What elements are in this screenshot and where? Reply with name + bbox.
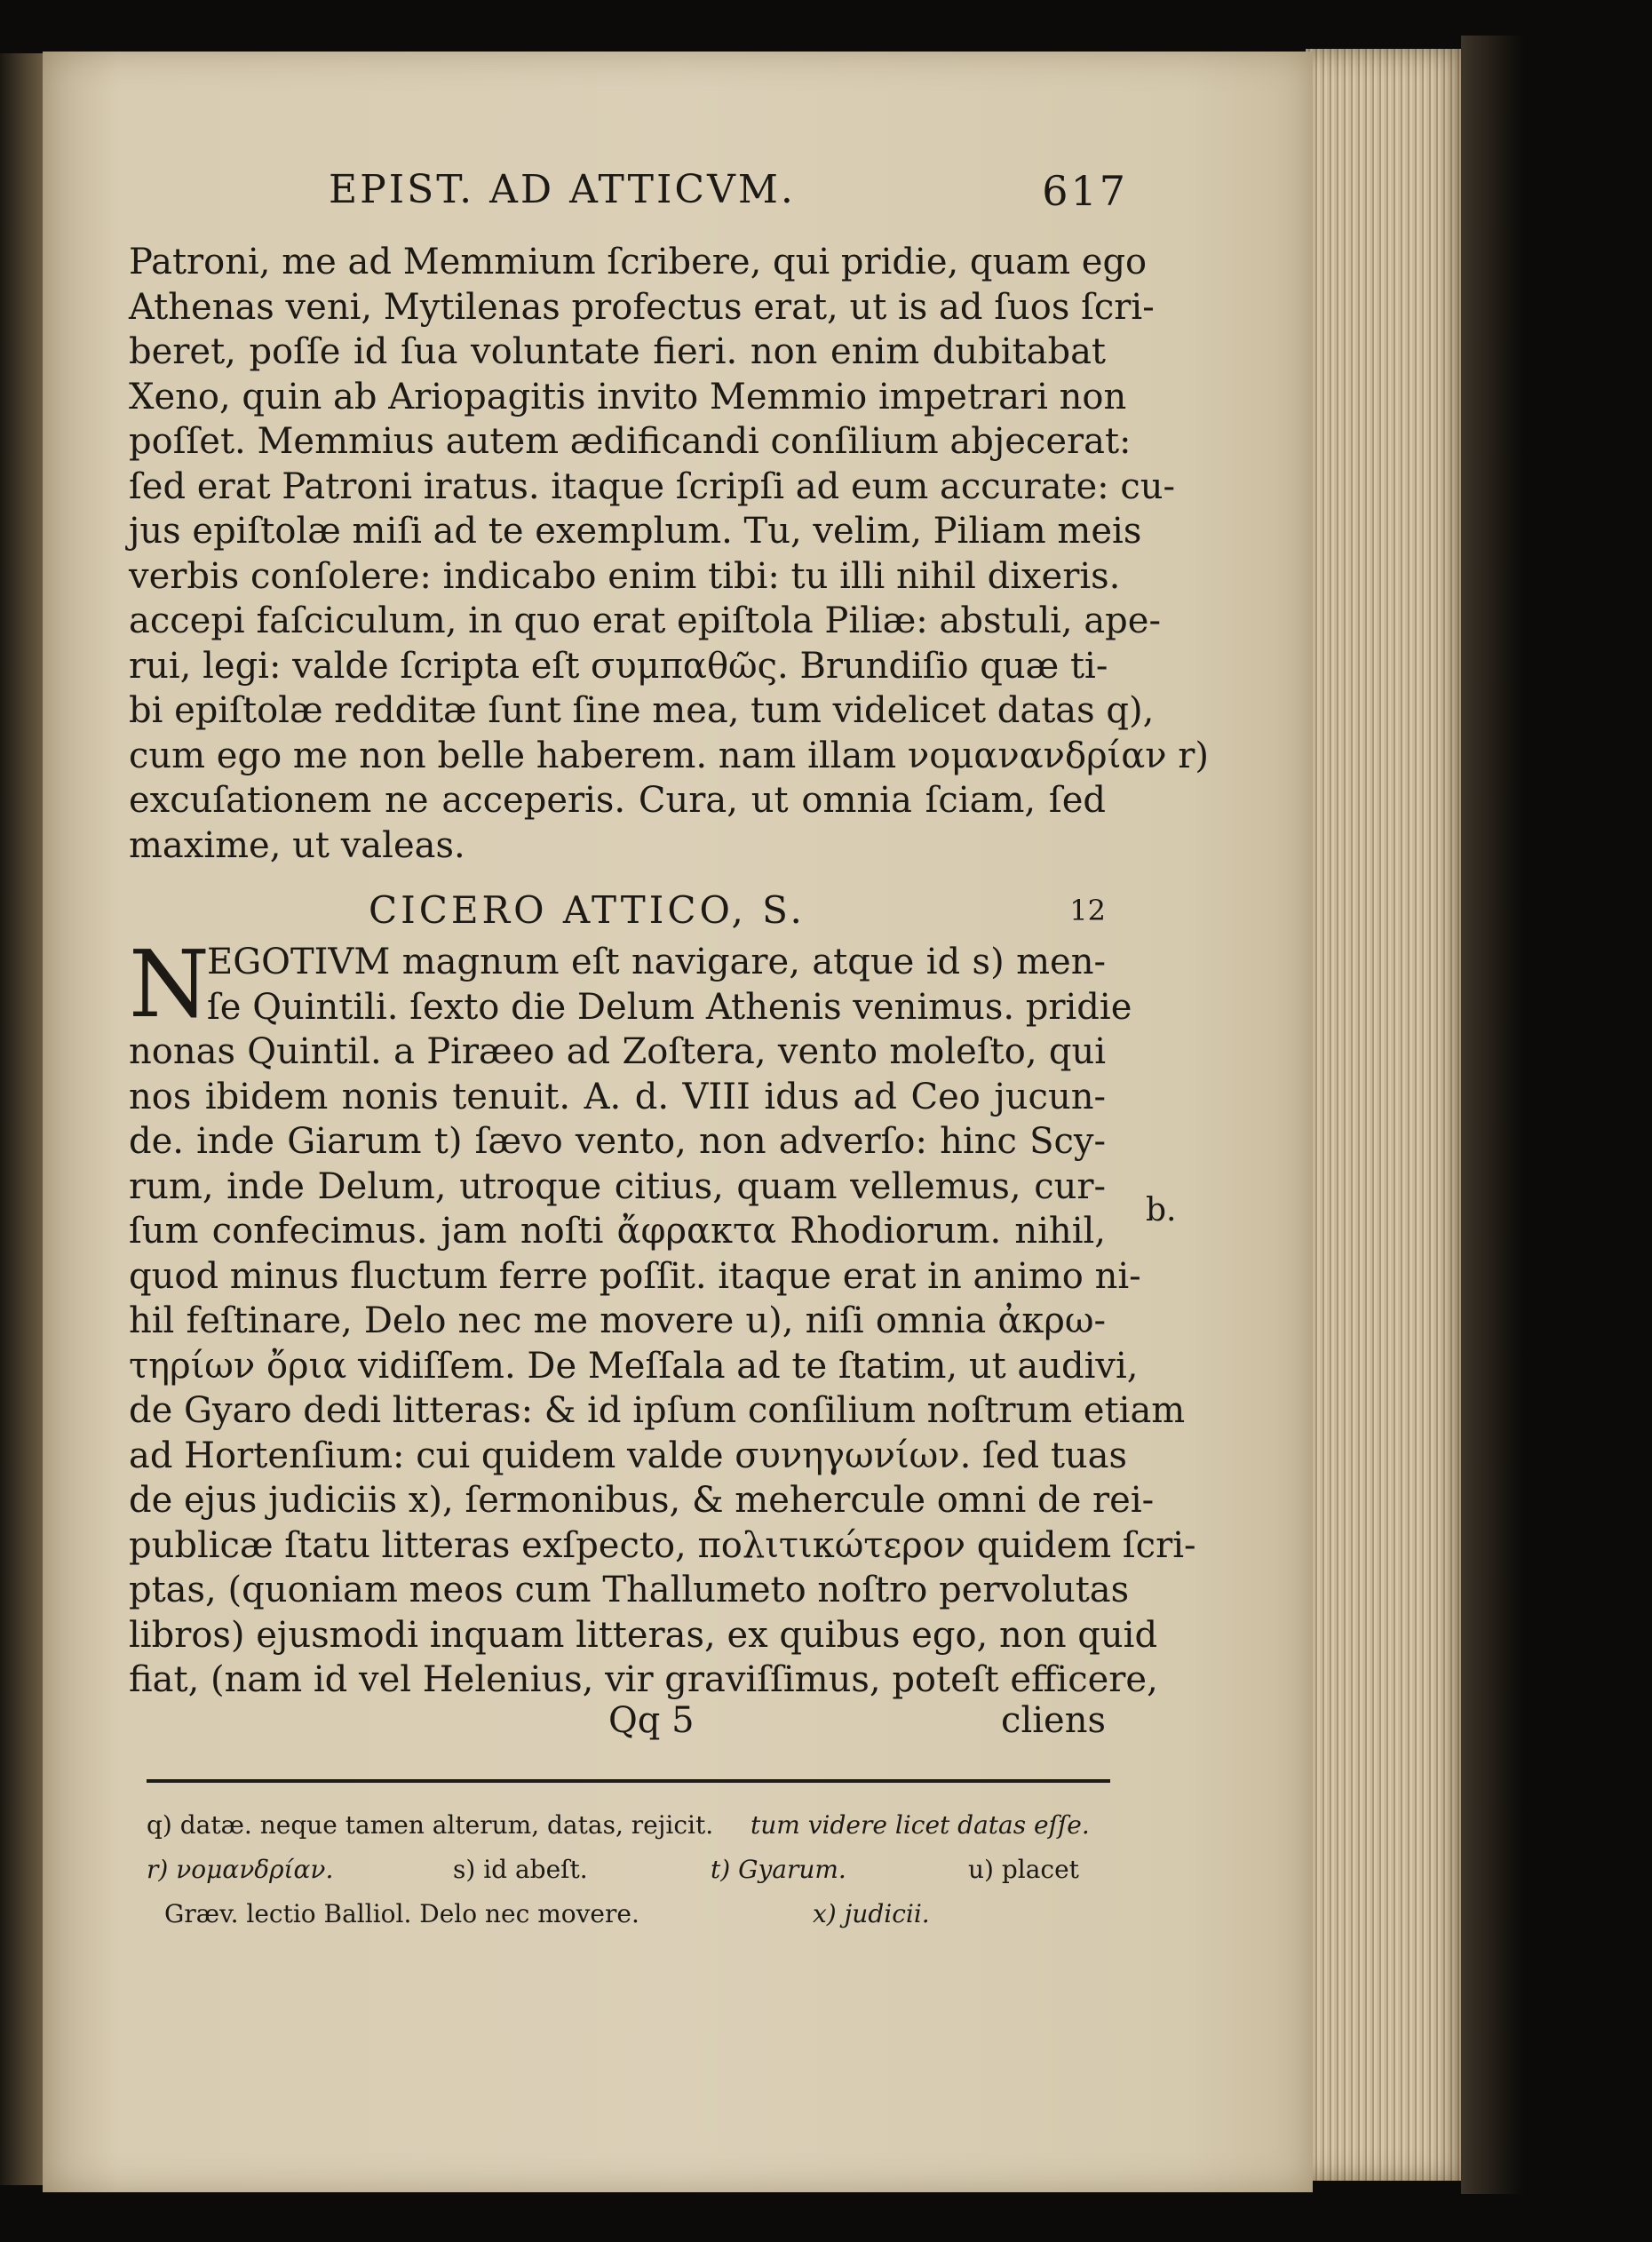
footnote-line bbox=[147, 1848, 1124, 1892]
text-line: ſum confecimus. jam noſti ἄφρακτα Rhodiorum. nihil, bbox=[129, 1211, 1106, 1252]
text-line: nos ibidem nonis tenuit. A. d. VIII idus ad Ceo jucun- bbox=[129, 1076, 1106, 1117]
text-line: beret, poſſe id ſua voluntate fieri. non enim dubitabat bbox=[129, 331, 1106, 372]
text-line: ad Hortenſium: cui quidem valde συνηγωνίων. ſed tuas bbox=[129, 1435, 1128, 1476]
footnote-rule bbox=[147, 1779, 1110, 1783]
footnote-text: tum videre licet datas eſſe. bbox=[751, 1810, 1090, 1840]
text-line: hil feſtinare, Delo nec me movere u), niſi omnia ἀκρω- bbox=[129, 1300, 1106, 1341]
text-line: nonas Quintil. a Piræeo ad Zoſtera, vento moleſto, qui bbox=[129, 1031, 1106, 1072]
text-line: Patroni, me ad Memmium ſcribere, qui pridie, quam ego bbox=[129, 242, 1148, 282]
footnote-text: s) id abeſt. bbox=[453, 1855, 588, 1884]
book-cover-edge bbox=[1461, 36, 1523, 2194]
text-line: cum ego me non belle haberem. nam illam νομανανδρίαν r) bbox=[129, 735, 1210, 776]
text-line: rui, legi: valde ſcripta eſt συμπαθῶς. Brundiſio quæ ti- bbox=[129, 645, 1108, 687]
footnote-line bbox=[147, 1803, 1124, 1848]
text-line: publicæ ſtatu litteras exſpecto, πολιτικώτερον quidem ſcri- bbox=[129, 1524, 1196, 1566]
footnote-text: u) placet bbox=[968, 1855, 1079, 1884]
text-line: ſe Quintili. ſexto die Delum Athenis venimus. pridie bbox=[207, 986, 1132, 1028]
footnote-text: q) datæ. neque tamen alterum, datas, rejicit. bbox=[147, 1810, 714, 1840]
letter-number: 12 bbox=[1069, 894, 1106, 927]
text-line: verbis conſolere: indicabo enim tibi: tu illi nihil dixeris. bbox=[129, 555, 1121, 597]
footnote-line bbox=[147, 1892, 1124, 1936]
text-line: ptas, (quoniam meos cum Thallumeto noſtro pervolutas bbox=[129, 1570, 1130, 1610]
drop-cap: N bbox=[129, 930, 210, 1038]
page-number: 617 bbox=[1042, 167, 1128, 215]
book-spine-left bbox=[0, 53, 44, 2185]
text-line: jus epiſtolæ miſi ad te exemplum. Tu, velim, Piliam meis bbox=[129, 511, 1142, 552]
text-line: excuſationem ne acceperis. Cura, ut omnia ſciam, ſed bbox=[129, 780, 1106, 821]
text-line: de Gyaro dedi litteras: & id ipſum conſilium noſtrum etiam bbox=[129, 1390, 1186, 1431]
text-line: accepi faſciculum, in quo erat epiſtola Piliæ: abstuli, ape- bbox=[129, 600, 1161, 641]
text-line: EGOTIVM magnum eſt navigare, atque id s) men- bbox=[207, 942, 1106, 982]
text-line: maxime, ut valeas. bbox=[129, 824, 465, 866]
running-head bbox=[329, 160, 1128, 222]
text-line: libros) ejusmodi inquam litteras, ex quibus ego, non quid bbox=[129, 1614, 1158, 1656]
paragraph-1 bbox=[129, 240, 1210, 868]
page-footer bbox=[129, 1700, 1106, 1746]
footnote-text: t) Gyarum. bbox=[711, 1855, 846, 1884]
letter-heading bbox=[129, 888, 1106, 938]
text-line: Xeno, quin ab Ariopagitis invito Memmio impetrari non bbox=[129, 376, 1127, 417]
footnote-text: r) νομανδρίαν. bbox=[147, 1855, 334, 1884]
text-line: rum, inde Delum, utroque citius, quam vellemus, cur- bbox=[129, 1165, 1106, 1207]
text-line: τηρίων ὄρια vidiſſem. De Meſſala ad te ſtatim, ut audivi, bbox=[129, 1345, 1139, 1387]
text-line: quod minus fluctum ferre poſſit. itaque erat in animo ni- bbox=[129, 1255, 1141, 1297]
text-line: poſſet. Memmius autem ædificandi conſilium abjecerat: bbox=[129, 421, 1132, 462]
footnotes bbox=[147, 1803, 1124, 1936]
running-head-title: EPIST. AD ATTICVM. bbox=[329, 167, 796, 212]
catchword: cliens bbox=[1001, 1700, 1106, 1741]
text-line: de. inde Giarum t) ſævo vento, non adverſo: hinc Scy- bbox=[129, 1121, 1106, 1162]
text-line: bi epiſtolæ redditæ ſunt ſine mea, tum videlicet datas q), bbox=[129, 690, 1155, 731]
text-line: fiat, (nam id vel Helenius, vir graviſſimus, poteſt efficere, bbox=[129, 1659, 1158, 1700]
footnote-text: Græv. lectio Balliol. Delo nec movere. bbox=[164, 1899, 639, 1928]
page-edges bbox=[1306, 49, 1474, 2181]
margin-mark: b. bbox=[1146, 1192, 1177, 1228]
text-line: Athenas veni, Mytilenas profectus erat, ut is ad ſuos ſcri- bbox=[129, 286, 1155, 328]
signature-mark: Qq 5 bbox=[608, 1700, 695, 1741]
text-line: de ejus judiciis x), ſermonibus, & mehercule omni de rei- bbox=[129, 1480, 1155, 1521]
paragraph-2 bbox=[129, 930, 1196, 1703]
letter-salutation: CICERO ATTICO, S. bbox=[369, 888, 806, 932]
footnote-text: x) judicii. bbox=[813, 1899, 930, 1928]
text-line: ſed erat Patroni iratus. itaque ſcripſi ad eum accurate: cu- bbox=[129, 465, 1176, 507]
